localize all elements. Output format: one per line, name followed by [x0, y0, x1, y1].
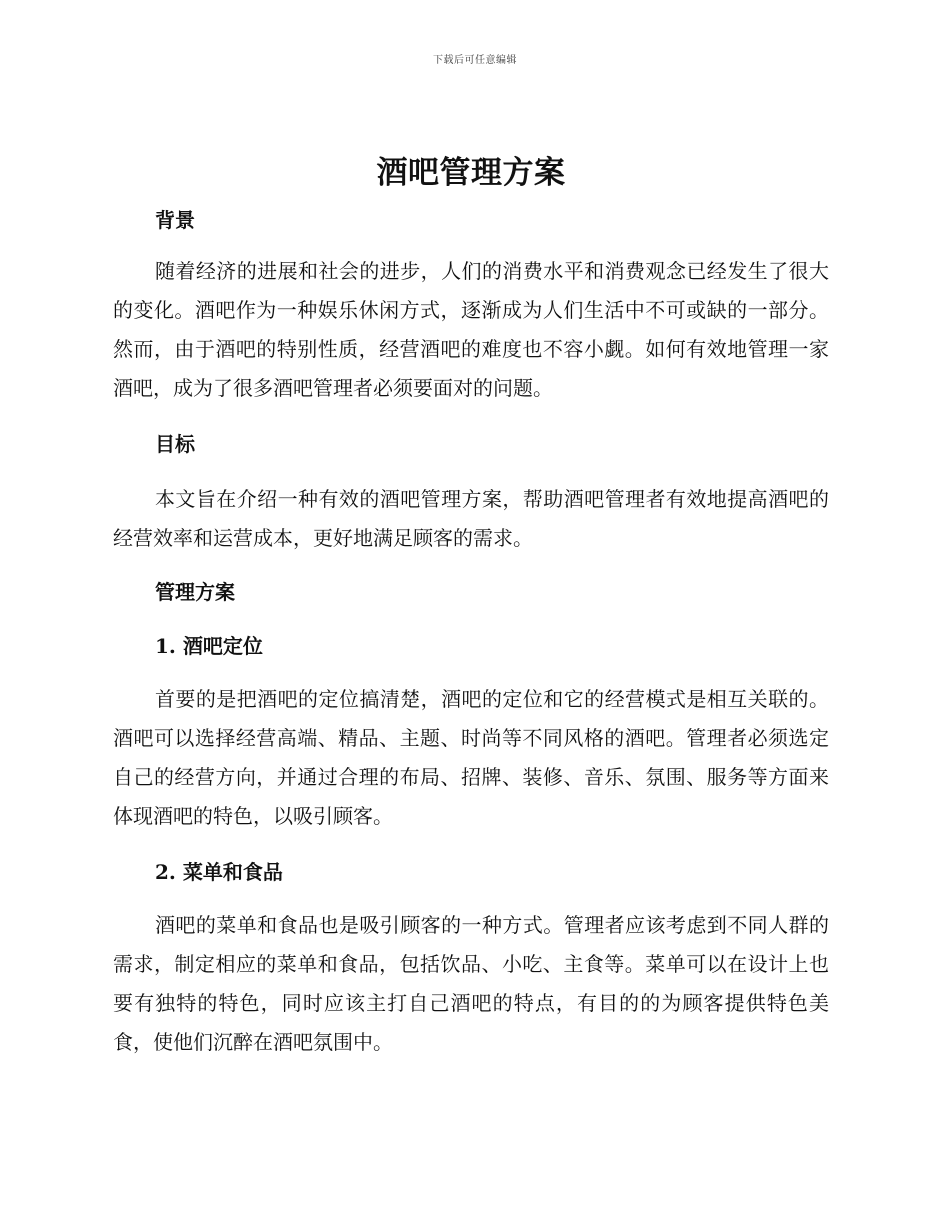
page-header-note: 下载后可任意编辑 — [433, 55, 517, 66]
background-paragraph: 随着经济的进展和社会的进步，人们的消费水平和消费观念已经发生了很大的变化。酒吧作为一种娱乐休闲方式，逐渐成为人们生活中不可或缺的一部分。然而，由于酒吧的特别性质，经营酒吧的难度也不容小觑。如何有效地管理一家酒吧，成为了很多酒吧管理者必须要面对的问题。 — [113, 259, 829, 400]
plan-heading: 管理方案 — [155, 580, 235, 604]
section-paragraph-positioning: 首要的是把酒吧的定位搞清楚，酒吧的定位和它的经营模式是相互关联的。酒吧可以选择经营高端、精品、主题、时尚等不同风格的酒吧。管理者必须选定自己的经营方向，并通过合理的布局、招牌、装修、音乐、氛围、服务等方面来体现酒吧的特色，以吸引顾客。 — [113, 687, 829, 828]
goal-paragraph: 本文旨在介绍一种有效的酒吧管理方案，帮助酒吧管理者有效地提高酒吧的经营效率和运营成本，更好地满足顾客的需求。 — [113, 487, 829, 550]
document-title: 酒吧管理方案 — [376, 155, 566, 191]
document-body — [113, 152, 829, 1062]
goal-heading: 目标 — [155, 432, 195, 456]
section-heading-menu-food: 2. 菜单和食品 — [155, 860, 283, 884]
section-heading-positioning: 1. 酒吧定位 — [155, 634, 263, 658]
section-paragraph-menu-food: 酒吧的菜单和食品也是吸引顾客的一种方式。管理者应该考虑到不同人群的需求，制定相应的菜单和食品，包括饮品、小吃、主食等。菜单可以在设计上也要有独特的特色，同时应该主打自己酒吧的特点，有目的的为顾客提供特色美食，使他们沉醉在酒吧氛围中。 — [113, 913, 829, 1054]
background-heading: 背景 — [155, 208, 195, 232]
